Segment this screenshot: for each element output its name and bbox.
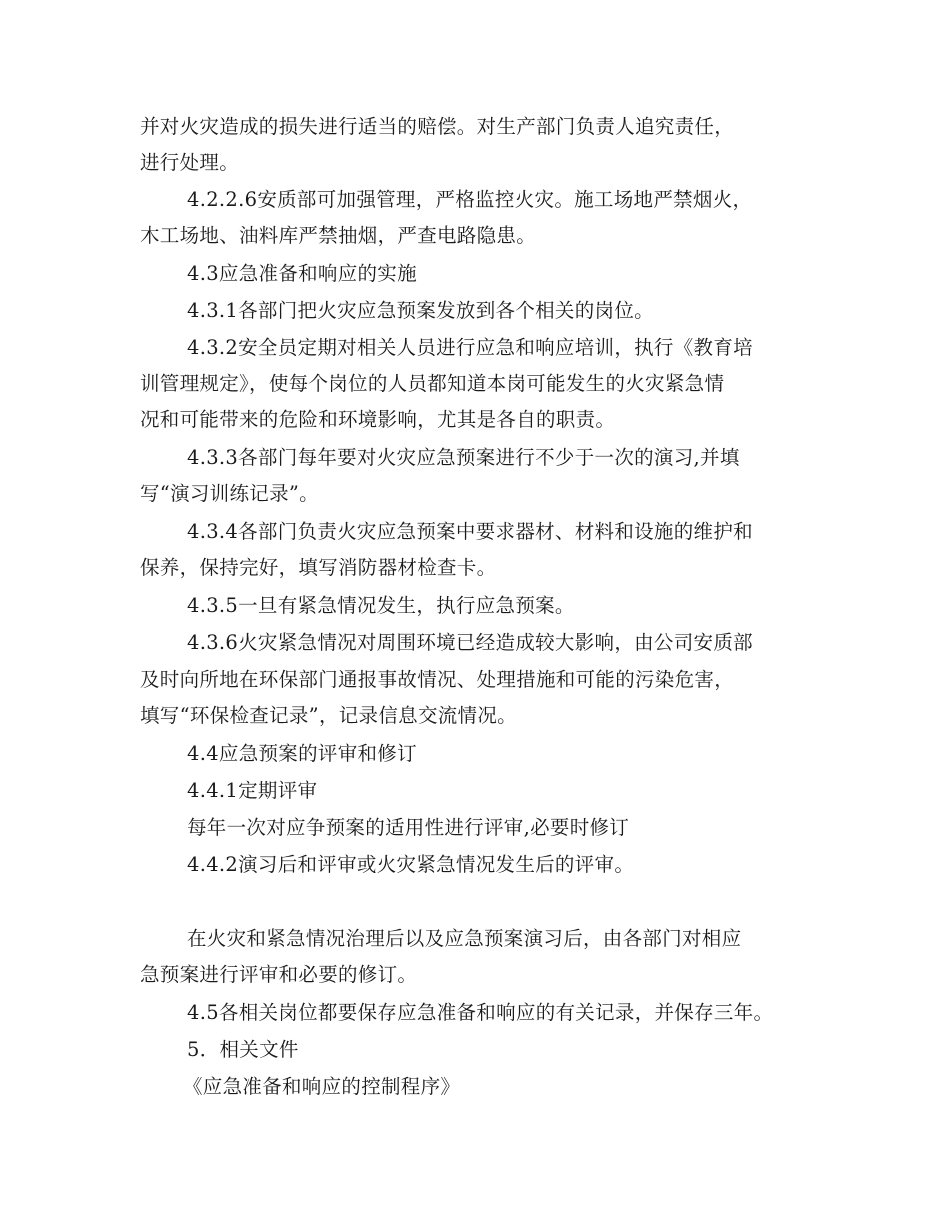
text-line: 4.5各相关岗位都要保存应急准备和响应的有关记录，并保存三年。 [187,1001,774,1024]
text-line: 4.3.6火灾紧急情况对周围环境已经造成较大影响，由公司安质部 [187,631,753,654]
text-line: 木工场地、油料库严禁抽烟，严查电路隐患。 [140,224,537,247]
text-line: 4.3.3各部门每年要对火灾应急预案进行不少于一次的演习,并填 [187,446,740,469]
section-heading: 5．相关文件 [187,1038,299,1061]
text-line: 写“演习训练记录”。 [140,482,319,505]
text-line: 保养，保持完好，填写消防器材检查卡。 [140,556,497,579]
text-line: 4.3.1各部门把火灾应急预案发放到各个相关的岗位。 [187,299,654,322]
text-line: 在火灾和紧急情况治理后以及应急预案演习后，由各部门对相应 [187,927,742,950]
text-line: 4.3.4各部门负责火灾应急预案中要求器材、材料和设施的维护和 [187,520,753,543]
text-line: 4.3.2安全员定期对相关人员进行应急和响应培训，执行《教育培 [187,336,753,359]
text-line: 4.4.2演习后和评审或火灾紧急情况发生后的评审。 [187,853,635,876]
text-line: 填写“环保检查记录”，记录信息交流情况。 [140,704,517,727]
text-line: 每年一次对应争预案的适用性进行评审,必要时修订 [187,816,630,839]
text-line: 4.3.5一旦有紧急情况发生，执行应急预案。 [187,594,575,617]
section-heading: 4.3应急准备和响应的实施 [187,262,417,285]
text-line: 况和可能带来的危险和环境影响，尤其是各自的职责。 [140,408,616,431]
text-line: 训管理规定》，使每个岗位的人员都知道本岗可能发生的火灾紧急情 [140,372,725,395]
text-line: 《应急准备和响应的控制程序》 [183,1075,461,1098]
section-heading: 4.4应急预案的评审和修订 [187,742,417,765]
text-line: 进行处理。 [140,151,240,174]
text-line: 4.4.1定期评审 [187,779,318,802]
text-line: 4.2.2.6安质部可加强管理，严格监控火灾。施工场地严禁烟火， [187,188,753,211]
text-line: 急预案进行评审和必要的修订。 [140,963,418,986]
text-line: 及时向所地在环保部门通报事故情况、处理措施和可能的污染危害， [140,668,735,691]
text-line: 并对火灾造成的损失进行适当的赔偿。对生产部门负责人追究责任， [140,115,735,138]
